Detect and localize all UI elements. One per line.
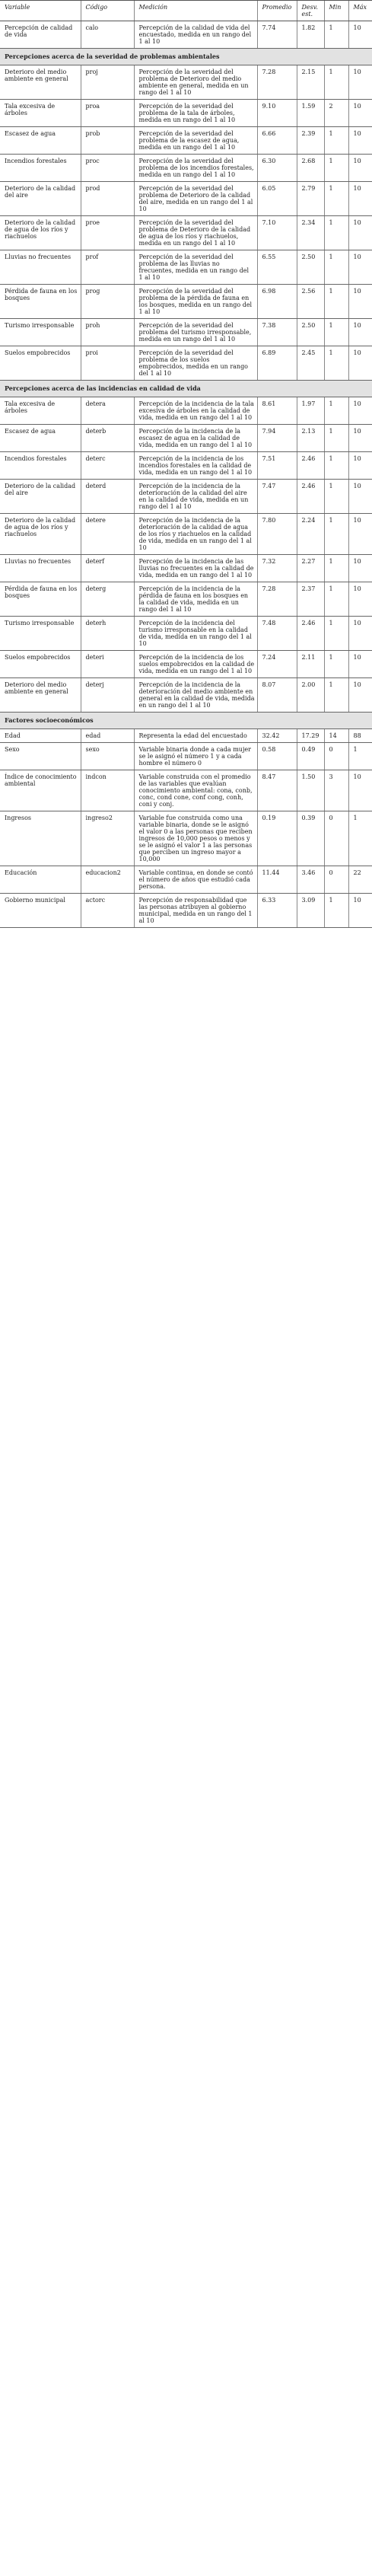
max-cell: 10	[348, 100, 372, 127]
desv-est-cell: 1.97	[297, 397, 324, 425]
desv-est-cell: 2.50	[297, 319, 324, 346]
max-cell: 10	[348, 555, 372, 582]
header-medicion: Medición	[134, 1, 257, 21]
codigo-cell: proc	[81, 155, 134, 182]
codigo-cell: proa	[81, 100, 134, 127]
max-cell: 10	[348, 894, 372, 928]
max-cell: 10	[348, 514, 372, 555]
table-row	[0, 155, 372, 182]
header-desv-est: Desv. est.	[297, 1, 324, 21]
desv-est-cell: 2.15	[297, 65, 324, 100]
desv-est-cell: 2.13	[297, 425, 324, 452]
promedio-cell: 7.94	[257, 425, 297, 452]
codigo-cell: deteri	[81, 651, 134, 678]
table-row	[0, 127, 372, 155]
medicion-cell: Percepción de la severidad del problema de Deterioro de la calidad del aire, medida en un rango del 1 al 10	[134, 182, 257, 216]
variable-cell: Deterioro de la calidad del aire	[0, 480, 81, 514]
variable-cell: Tala excesiva de árboles	[0, 397, 81, 425]
min-cell: 1	[324, 397, 348, 425]
desv-est-cell: 2.46	[297, 480, 324, 514]
variable-cell: Ingresos	[0, 811, 81, 866]
table-row	[0, 452, 372, 480]
codigo-cell: deterd	[81, 480, 134, 514]
max-cell: 22	[348, 866, 372, 894]
medicion-cell: Variable construida con el promedio de las variables que evalúan conocimiento ambiental: cona, conb, conc, cond cone, conf cong, conh, coni y conj.	[134, 770, 257, 811]
min-cell: 1	[324, 452, 348, 480]
promedio-cell: 7.51	[257, 452, 297, 480]
min-cell: 1	[324, 319, 348, 346]
variable-cell: Escasez de agua	[0, 127, 81, 155]
variable-cell: Incendios forestales	[0, 452, 81, 480]
header-min: Min	[324, 1, 348, 21]
desv-est-cell: 2.11	[297, 651, 324, 678]
min-cell: 1	[324, 250, 348, 285]
max-cell: 10	[348, 397, 372, 425]
medicion-cell: Variable binaria donde a cada mujer se le asignó el número 1 y a cada hombre el número 0	[134, 743, 257, 770]
promedio-cell: 6.05	[257, 182, 297, 216]
promedio-cell: 0.58	[257, 743, 297, 770]
min-cell: 1	[324, 651, 348, 678]
variable-cell: Incendios forestales	[0, 155, 81, 182]
promedio-cell: 7.74	[257, 21, 297, 49]
desv-est-cell: 1.82	[297, 21, 324, 49]
desv-est-cell: 0.39	[297, 811, 324, 866]
promedio-cell: 9.10	[257, 100, 297, 127]
desv-est-cell: 2.24	[297, 514, 324, 555]
codigo-cell: proi	[81, 346, 134, 381]
table-row	[0, 65, 372, 100]
table-row	[0, 617, 372, 651]
codigo-cell: proj	[81, 65, 134, 100]
table-row	[0, 678, 372, 713]
variables-table	[0, 0, 372, 928]
max-cell: 10	[348, 617, 372, 651]
section-title: Factores socioeconómicos	[0, 713, 372, 729]
variable-cell: Deterioro de la calidad del aire	[0, 182, 81, 216]
desv-est-cell: 2.50	[297, 250, 324, 285]
medicion-cell: Percepción de la severidad del problema de la escasez de agua, medida en un rango del 1 al 10	[134, 127, 257, 155]
variable-cell: Pérdida de fauna en los bosques	[0, 285, 81, 319]
promedio-cell: 7.48	[257, 617, 297, 651]
codigo-cell: sexo	[81, 743, 134, 770]
max-cell: 1	[348, 811, 372, 866]
max-cell: 10	[348, 346, 372, 381]
promedio-cell: 7.28	[257, 65, 297, 100]
codigo-cell: prog	[81, 285, 134, 319]
promedio-cell: 7.24	[257, 651, 297, 678]
max-cell: 88	[348, 729, 372, 743]
codigo-cell: indcon	[81, 770, 134, 811]
codigo-cell: deterb	[81, 425, 134, 452]
min-cell: 1	[324, 514, 348, 555]
variable-cell: Deterioro de la calidad de agua de los ríos y riachuelos	[0, 216, 81, 250]
promedio-cell: 8.61	[257, 397, 297, 425]
max-cell: 10	[348, 651, 372, 678]
table-row	[0, 729, 372, 743]
section-header-row	[0, 381, 372, 397]
promedio-cell: 6.55	[257, 250, 297, 285]
desv-est-cell: 2.56	[297, 285, 324, 319]
medicion-cell: Variable continua, en donde se contó el número de años que estudió cada persona.	[134, 866, 257, 894]
desv-est-cell: 3.09	[297, 894, 324, 928]
medicion-cell: Percepción de la severidad del problema de Deterioro del medio ambiente en general, medida en un rango del 1 al 10	[134, 65, 257, 100]
medicion-cell: Percepción de la incidencia de la deterioración de la calidad del aire en la calidad de vida, medida en un rango del 1 al 10	[134, 480, 257, 514]
min-cell: 0	[324, 866, 348, 894]
max-cell: 10	[348, 285, 372, 319]
variable-cell: Deterioro de la calidad de agua de los ríos y riachuelos	[0, 514, 81, 555]
desv-est-cell: 0.49	[297, 743, 324, 770]
table-row	[0, 319, 372, 346]
medicion-cell: Percepción de la calidad de vida del encuestado, medida en un rango del 1 al 10	[134, 21, 257, 49]
codigo-cell: proe	[81, 216, 134, 250]
codigo-cell: detere	[81, 514, 134, 555]
section-title: Percepciones acerca de las incidencias en calidad de vida	[0, 381, 372, 397]
variable-cell: Edad	[0, 729, 81, 743]
promedio-cell: 7.38	[257, 319, 297, 346]
max-cell: 10	[348, 678, 372, 713]
promedio-cell: 7.10	[257, 216, 297, 250]
max-cell: 1	[348, 743, 372, 770]
medicion-cell: Percepción de la severidad del problema del turismo irresponsable, medida en un rango del 1 al 10	[134, 319, 257, 346]
medicion-cell: Percepción de la incidencia de las lluvias no frecuentes en la calidad de vida, medida en un rango del 1 al 10	[134, 555, 257, 582]
max-cell: 10	[348, 770, 372, 811]
min-cell: 1	[324, 127, 348, 155]
medicion-cell: Percepción de la severidad del problema de los suelos empobrecidos, medida en un rango del 1 al 10	[134, 346, 257, 381]
table-row	[0, 866, 372, 894]
table-row	[0, 425, 372, 452]
medicion-cell: Percepción de la severidad del problema de la tala de árboles, medida en un rango del 1 al 10	[134, 100, 257, 127]
min-cell: 1	[324, 155, 348, 182]
section-header-row	[0, 713, 372, 729]
header-row	[0, 1, 372, 21]
variable-cell: Escasez de agua	[0, 425, 81, 452]
header-max: Máx	[348, 1, 372, 21]
max-cell: 10	[348, 582, 372, 617]
medicion-cell: Percepción de la incidencia de la pérdida de fauna en los bosques en la calidad de vida, medida en un rango del 1 al 10	[134, 582, 257, 617]
codigo-cell: deterh	[81, 617, 134, 651]
header-promedio: Promedio	[257, 1, 297, 21]
table-row	[0, 480, 372, 514]
medicion-cell: Percepción de la incidencia de la tala excesiva de árboles en la calidad de vida, medida en un rango del 1 al 10	[134, 397, 257, 425]
medicion-cell: Percepción de la severidad del problema de la pérdida de fauna en los bosques, medida en un rango del 1 al 10	[134, 285, 257, 319]
codigo-cell: calo	[81, 21, 134, 49]
codigo-cell: deterg	[81, 582, 134, 617]
variable-cell: Lluvias no frecuentes	[0, 250, 81, 285]
variable-cell: Educación	[0, 866, 81, 894]
max-cell: 10	[348, 216, 372, 250]
min-cell: 1	[324, 480, 348, 514]
medicion-cell: Percepción de la incidencia de los suelos empobrecidos en la calidad de vida, medida en un rango del 1 al 10	[134, 651, 257, 678]
codigo-cell: educacion2	[81, 866, 134, 894]
medicion-cell: Percepción de la severidad del problema de las lluvias no frecuentes, medida en un rango del 1 al 10	[134, 250, 257, 285]
desv-est-cell: 2.27	[297, 555, 324, 582]
codigo-cell: actorc	[81, 894, 134, 928]
medicion-cell: Variable fue construida como una variable binaria, donde se le asignó el valor 0 a las personas que reciben ingresos de 10,000 pesos o menos y se le asignó el valor 1 a las personas que perciben un ingreso mayor a 10,000	[134, 811, 257, 866]
table-row	[0, 743, 372, 770]
desv-est-cell: 2.37	[297, 582, 324, 617]
variable-cell: Deterioro del medio ambiente en general	[0, 65, 81, 100]
table-row	[0, 285, 372, 319]
min-cell: 1	[324, 894, 348, 928]
medicion-cell: Percepción de la incidencia de la deterioración de la calidad de agua de los ríos y riachuelos en la calidad de vida, medida en un rango del 1 al 10	[134, 514, 257, 555]
table-row	[0, 21, 372, 49]
medicion-cell: Percepción de la severidad del problema de Deterioro de la calidad de agua de los ríos y riachuelos, medida en un rango del 1 al 10	[134, 216, 257, 250]
promedio-cell: 7.28	[257, 582, 297, 617]
medicion-cell: Percepción de la incidencia de la deterioración del medio ambiente en general en la calidad de vida, medida en un rango del 1 al 10	[134, 678, 257, 713]
desv-est-cell: 2.68	[297, 155, 324, 182]
variable-cell: Sexo	[0, 743, 81, 770]
codigo-cell: prof	[81, 250, 134, 285]
desv-est-cell: 2.34	[297, 216, 324, 250]
table-row	[0, 100, 372, 127]
max-cell: 10	[348, 480, 372, 514]
max-cell: 10	[348, 182, 372, 216]
min-cell: 0	[324, 743, 348, 770]
variable-cell: Deterioro del medio ambiente en general	[0, 678, 81, 713]
min-cell: 14	[324, 729, 348, 743]
promedio-cell: 0.19	[257, 811, 297, 866]
min-cell: 1	[324, 555, 348, 582]
promedio-cell: 32.42	[257, 729, 297, 743]
codigo-cell: deterj	[81, 678, 134, 713]
promedio-cell: 6.89	[257, 346, 297, 381]
table-row	[0, 894, 372, 928]
medicion-cell: Percepción de la incidencia de la escasez de agua en la calidad de vida, medida en un rango del 1 al 10	[134, 425, 257, 452]
min-cell: 1	[324, 21, 348, 49]
desv-est-cell: 2.79	[297, 182, 324, 216]
desv-est-cell: 2.00	[297, 678, 324, 713]
variable-cell: Turismo irresponsable	[0, 319, 81, 346]
min-cell: 0	[324, 811, 348, 866]
codigo-cell: prod	[81, 182, 134, 216]
desv-est-cell: 1.50	[297, 770, 324, 811]
table-row	[0, 250, 372, 285]
max-cell: 10	[348, 452, 372, 480]
promedio-cell: 7.80	[257, 514, 297, 555]
table-row	[0, 651, 372, 678]
max-cell: 10	[348, 21, 372, 49]
min-cell: 1	[324, 678, 348, 713]
min-cell: 1	[324, 65, 348, 100]
promedio-cell: 8.47	[257, 770, 297, 811]
section-header-row	[0, 49, 372, 65]
min-cell: 3	[324, 770, 348, 811]
table-row	[0, 770, 372, 811]
max-cell: 10	[348, 155, 372, 182]
header-codigo: Código	[81, 1, 134, 21]
promedio-cell: 6.98	[257, 285, 297, 319]
min-cell: 1	[324, 216, 348, 250]
variable-cell: Tala excesiva de árboles	[0, 100, 81, 127]
table-row	[0, 216, 372, 250]
min-cell: 1	[324, 285, 348, 319]
table-row	[0, 555, 372, 582]
min-cell: 1	[324, 582, 348, 617]
min-cell: 1	[324, 425, 348, 452]
codigo-cell: deterf	[81, 555, 134, 582]
table-row	[0, 346, 372, 381]
promedio-cell: 7.32	[257, 555, 297, 582]
codigo-cell: proh	[81, 319, 134, 346]
min-cell: 1	[324, 617, 348, 651]
header-variable: Variable	[0, 1, 81, 21]
medicion-cell: Percepción de la severidad del problema de los incendios forestales, medida en un rango del 1 al 10	[134, 155, 257, 182]
medicion-cell: Percepción de la incidencia del turismo irresponsable en la calidad de vida, medida en un rango del 1 al 10	[134, 617, 257, 651]
medicion-cell: Percepción de responsabilidad que las personas atribuyen al gobierno municipal, medida en un rango del 1 al 10	[134, 894, 257, 928]
promedio-cell: 6.66	[257, 127, 297, 155]
promedio-cell: 8.07	[257, 678, 297, 713]
variable-cell: Suelos empobrecidos	[0, 651, 81, 678]
variable-cell: Gobierno municipal	[0, 894, 81, 928]
max-cell: 10	[348, 425, 372, 452]
codigo-cell: ingreso2	[81, 811, 134, 866]
max-cell: 10	[348, 127, 372, 155]
codigo-cell: detera	[81, 397, 134, 425]
variable-cell: Percepción de calidad de vida	[0, 21, 81, 49]
desv-est-cell: 1.59	[297, 100, 324, 127]
desv-est-cell: 2.45	[297, 346, 324, 381]
min-cell: 1	[324, 346, 348, 381]
medicion-cell: Representa la edad del encuestado	[134, 729, 257, 743]
table-body	[0, 21, 372, 928]
variable-cell: Turismo irresponsable	[0, 617, 81, 651]
max-cell: 10	[348, 65, 372, 100]
table-row	[0, 182, 372, 216]
promedio-cell: 7.47	[257, 480, 297, 514]
codigo-cell: edad	[81, 729, 134, 743]
promedio-cell: 6.30	[257, 155, 297, 182]
table-row	[0, 811, 372, 866]
min-cell: 2	[324, 100, 348, 127]
min-cell: 1	[324, 182, 348, 216]
section-title: Percepciones acerca de la severidad de problemas ambientales	[0, 49, 372, 65]
desv-est-cell: 2.46	[297, 617, 324, 651]
desv-est-cell: 2.39	[297, 127, 324, 155]
max-cell: 10	[348, 319, 372, 346]
table-row	[0, 582, 372, 617]
max-cell: 10	[348, 250, 372, 285]
promedio-cell: 6.33	[257, 894, 297, 928]
medicion-cell: Percepción de la incidencia de los incendios forestales en la calidad de vida, medida en un rango del 1 al 10	[134, 452, 257, 480]
desv-est-cell: 2.46	[297, 452, 324, 480]
promedio-cell: 11.44	[257, 866, 297, 894]
table-row	[0, 514, 372, 555]
variable-cell: Índice de conocimiento ambiental	[0, 770, 81, 811]
variable-cell: Lluvias no frecuentes	[0, 555, 81, 582]
table-row	[0, 397, 372, 425]
codigo-cell: deterc	[81, 452, 134, 480]
variable-cell: Pérdida de fauna en los bosques	[0, 582, 81, 617]
codigo-cell: prob	[81, 127, 134, 155]
variable-cell: Suelos empobrecidos	[0, 346, 81, 381]
desv-est-cell: 3.46	[297, 866, 324, 894]
desv-est-cell: 17.29	[297, 729, 324, 743]
